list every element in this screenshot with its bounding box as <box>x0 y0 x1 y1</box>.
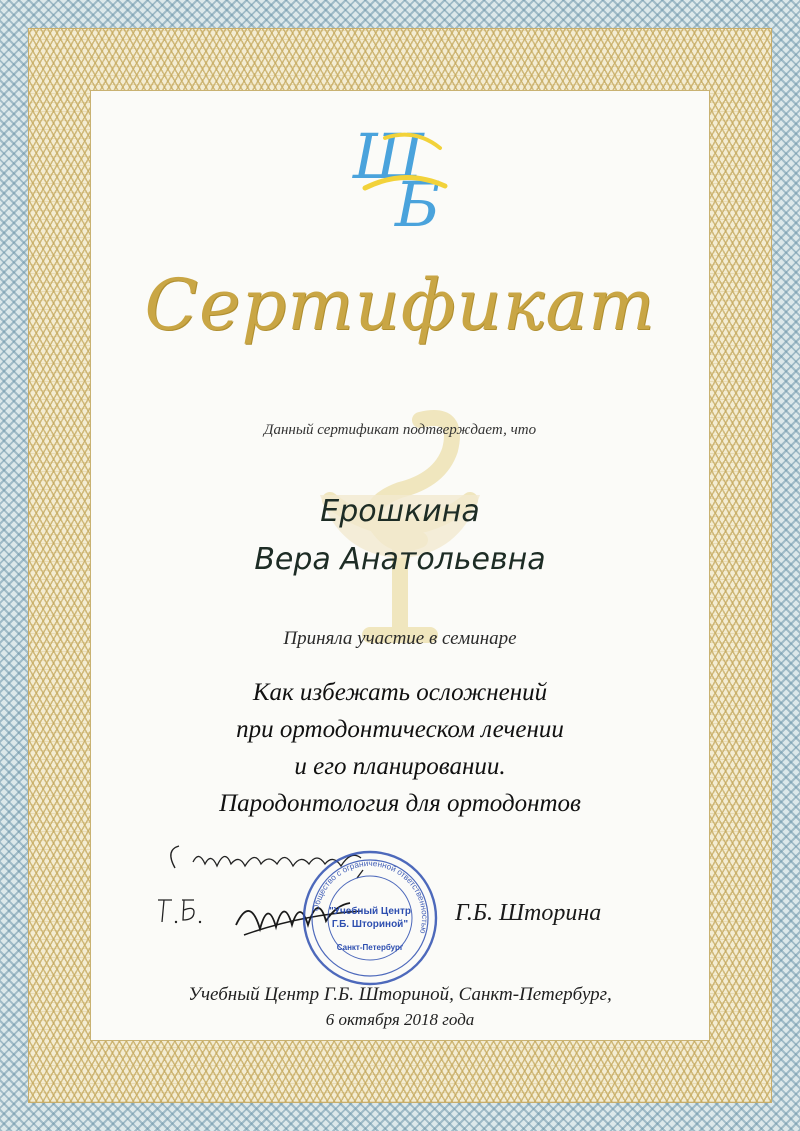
shb-logo-icon <box>345 108 465 236</box>
recipient-surname: Ерошкина <box>320 494 480 529</box>
issue-date: 6 октября 2018 года <box>325 1010 475 1029</box>
signer-name: Г.Б. Шторина <box>455 900 602 926</box>
stamp-city: Санкт-Петербург <box>336 943 404 952</box>
stamp-center-line: "Учебный Центр <box>329 906 411 917</box>
stamp-center-line: Г.Б. Шториной" <box>331 919 409 930</box>
recipient-given-names: Вера Анатольевна <box>254 542 546 577</box>
handwritten-initials <box>150 890 210 930</box>
seminar-topic-line: Как избежать осложнений <box>252 679 548 706</box>
issuer-line: Учебный Центр Г.Б. Шториной, Санкт-Петербург, <box>188 984 612 1005</box>
certificate-title: Сертификат <box>144 264 656 346</box>
seminar-topic-line: и его планировании. <box>294 753 506 780</box>
seminar-topic-line: Пародонтология для ортодонтов <box>219 790 581 817</box>
participation-text: Приняла участие в семинаре <box>283 628 517 649</box>
logo-letter-sh: Ш <box>353 120 424 193</box>
round-stamp-icon <box>300 848 440 988</box>
stamp-ring-text: Общество с ограниченной ответственностью <box>311 858 430 935</box>
confirmation-text: Данный сертификат подтверждает, что <box>263 422 537 438</box>
logo-letter-b: Б <box>395 168 441 236</box>
seminar-topic-line: при ортодонтическом лечении <box>236 716 564 743</box>
